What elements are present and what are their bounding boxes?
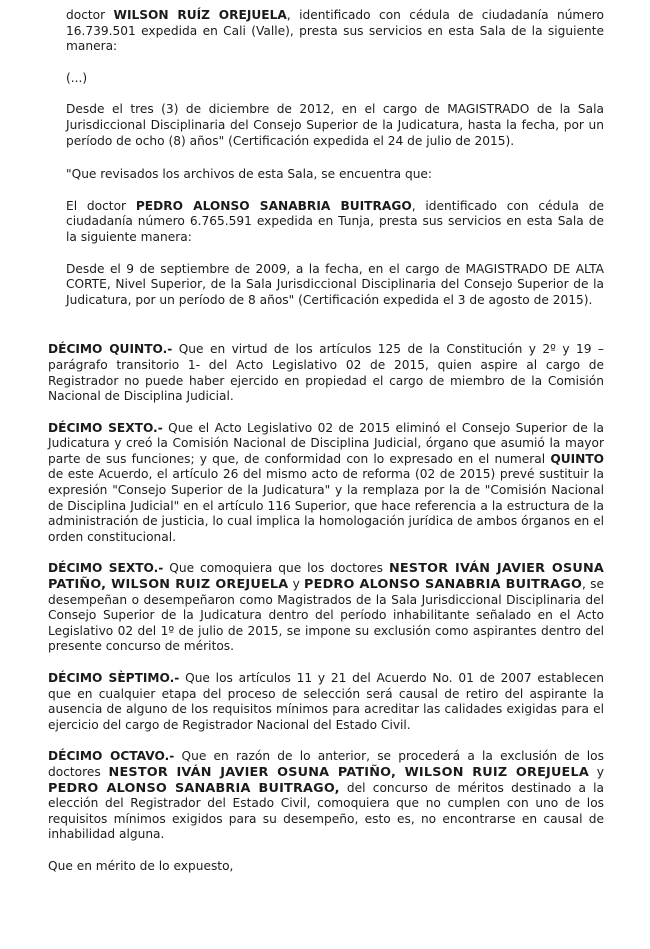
section-heading: DÉCIMO SEXTO.- xyxy=(48,420,163,435)
closing-line: Que en mérito de lo expuesto, xyxy=(48,858,234,873)
certification-quote-2: Desde el 9 de septiembre de 2009, a la fecha, en el cargo de MAGISTRADO DE ALTA CORTE, Nivel Superior, de la Sala Jurisdiccional Disciplinaria del Consejo Superior de la Judicatura, por un período de 8 años" (Certificación expedida el 3 de agosto de 2015). xyxy=(66,261,604,307)
paragraph-decimo-octavo: DÉCIMO OCTAVO.- Que en razón de lo anterior, se procederá a la exclusión de los doctores NESTOR IVÁN JAVIER OSUNA PATIÑO, WILSON RUIZ OREJUELA y PEDRO ALONSO SANABRIA BUITRAGO, del concurso de méritos destinado a la elección del Registrador del Estado Civil, comoquiera que no cumplen con uno de los requisitos mínimos exigidos para su desempeño, esto es, no encontrarse en causal de inhabilidad alguna. xyxy=(48,749,604,842)
person-names: PEDRO ALONSO SANABRIA BUITRAGO, xyxy=(48,780,340,796)
pedro-paragraph: El doctor PEDRO ALONSO SANABRIA BUITRAGO, identificado con cédula de ciudadanía número 6.765.591 expedida en Tunja, presta sus servicios en esta Sala de la siguiente manera: xyxy=(66,198,604,244)
intro-paragraph: doctor WILSON RUÍZ OREJUELA, identificado con cédula de ciudadanía número 16.739.501 expedida en Cali (Valle), presta sus servicios en esta Sala de la siguiente manera: xyxy=(66,8,604,54)
section-heading: DÉCIMO SÈPTIMO.- xyxy=(48,671,180,685)
person-name: PEDRO ALONSO SANABRIA BUITRAGO xyxy=(135,198,412,213)
section-heading: DÉCIMO QUINTO.- xyxy=(48,342,173,357)
person-names: NESTOR IVÁN JAVIER OSUNA PATIÑO, WILSON RUIZ OREJUELA xyxy=(108,764,589,780)
paragraph-decimo-sexto-a: DÉCIMO SEXTO.- Que el Acto Legislativo 02 de 2015 eliminó el Consejo Superior de la Judicatura y creó la Comisión Nacional de Disciplina Judicial, órgano que asumió la mayor parte de sus funciones; y que, de conformidad con lo expresado en el numeral QUINTO de este Acuerdo, el artículo 26 del mismo acto de reforma (02 de 2015) prevé sustituir la expresión "Consejo Superior de la Judicatura" y la remplaza por la de "Comisión Nacional de Disciplina Judicial" en el artículo 116 Superior, que hace referencia a la estructura de la administración de justicia, lo cual implica la homologación jurídica de ambos órganos en el orden constitucional. xyxy=(48,420,604,544)
section-heading: DÉCIMO OCTAVO.- xyxy=(48,749,175,764)
person-names: NESTOR IVÁN JAVIER OSUNA PATIÑO, WILSON RUIZ OREJUELA xyxy=(48,561,604,593)
paragraph-decimo-sexto-b: DÉCIMO SEXTO.- Que comoquiera que los doctores NESTOR IVÁN JAVIER OSUNA PATIÑO, WILSON RUIZ OREJUELA y PEDRO ALONSO SANABRIA BUITRAGO, se desempeñan o desempeñaron como Magistrados de la Sala Jurisdiccional Disciplinaria del Consejo Superior de la Judicatura dentro del período inhabilitante señalado en el Acto Legislativo 02 del 1º de julio de 2015, se impone su exclusión como aspirantes dentro del presente concurso de méritos. xyxy=(48,561,604,654)
certification-quote-1: Desde el tres (3) de diciembre de 2012, en el cargo de MAGISTRADO de la Sala Jurisdiccional Disciplinaria del Consejo Superior de la Judicatura, hasta la fecha, por un período de ocho (8) años" (Certificación expedida el 24 de julio de 2015). xyxy=(66,102,604,148)
quote-intro: "Que revisados los archivos de esta Sala, se encuentra que: xyxy=(66,167,433,182)
paragraph-decimo-septimo: DÉCIMO SÈPTIMO.- Que los artículos 11 y 21 del Acuerdo No. 01 de 2007 establecen que en cualquier etapa del proceso de selección será causal de retiro del aspirante la ausencia de alguno de los requisitos mínimos para acreditar las calidades exigidas para el ejercicio del cargo de Registrador Nacional del Estado Civil. xyxy=(48,671,604,732)
section-heading: DÉCIMO SEXTO.- xyxy=(48,561,164,576)
person-names: PEDRO ALONSO SANABRIA BUITRAGO xyxy=(304,577,583,593)
person-name: WILSON RUÍZ OREJUELA xyxy=(113,8,287,22)
ellipsis: (...) xyxy=(66,70,88,85)
paragraph-decimo-quinto: DÉCIMO QUINTO.- Que en virtud de los artículos 125 de la Constitución y 2º y 19 – parágrafo transitorio 1- del Acto Legislativo 02 de 2015, quien aspire al cargo de Registrador no puede haber ejercido en propiedad el cargo de miembro de la Comisión Nacional de Disciplina Judicial. xyxy=(48,342,604,404)
